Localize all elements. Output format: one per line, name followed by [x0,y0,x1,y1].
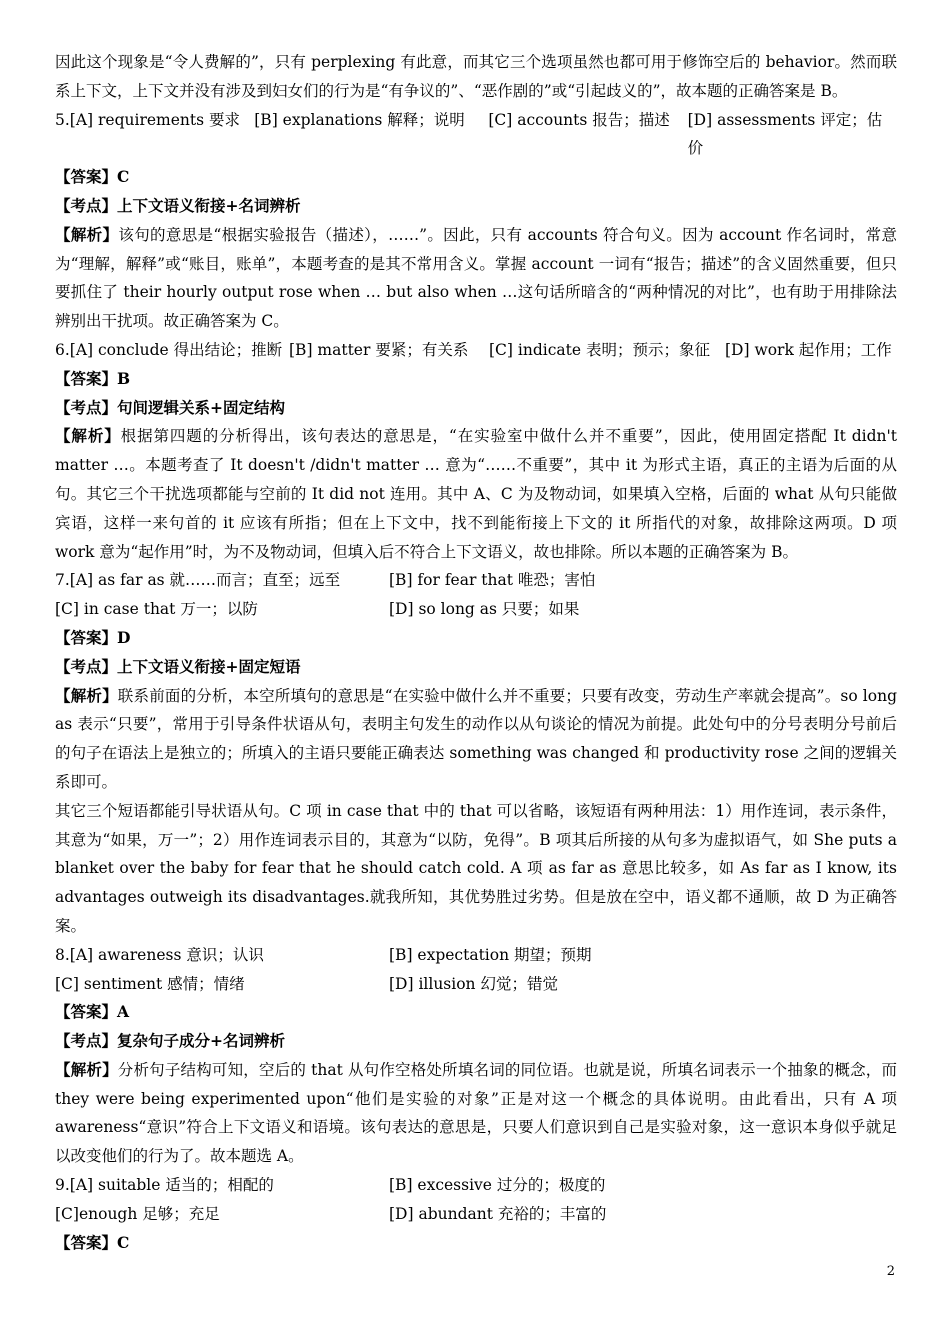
q7-option-b: [B] for fear that 唯恐；害怕 [389,571,596,590]
q9-options-row-2 [55,1200,897,1229]
q5-key-point: 【考点】上下文语义衔接+名词辨析 [55,195,301,215]
q8-option-c: [C] sentiment 感情；情绪 [55,974,245,993]
q6-option-b: [B] matter 要紧；有关系 [289,340,469,359]
q9-option-b: [B] excessive 过分的；极度的 [389,1176,606,1195]
q9-answer: 【答案】C [55,1232,130,1252]
q7-key-point: 【考点】上下文语义衔接+固定短语 [55,656,301,676]
q9-option-d: [D] abundant 充裕的；丰富的 [389,1204,607,1223]
q7-options-row-1 [55,566,897,595]
q9-options-row-1 [55,1171,897,1200]
q6-key-point: 【考点】句间逻辑关系+固定结构 [55,397,286,417]
q6-option-c: [C] indicate 表明；预示；象征 [489,340,710,359]
q8-analysis: 【解析】分析句子结构可知，空后的 that 从句作空格处所填名词的同位语。也就是说，所填名词表示一个抽象的概念，而 they were being experimented upon“他们是实验的对象”正是对这一个概念的具体说明。由此看出，只有 A 项 awareness“意识”符合上下文语义和语境。该句表达的意思是，只要人们意识到自己是实验对象，这一意识本身似乎就足以改变他们的行为了。故本题选 A。 [55,1059,897,1166]
q6-option-a: 6.[A] conclude 得出结论；推断 [55,340,283,359]
q8-options-row-1 [55,941,897,970]
q9-option-a: 9.[A] suitable 适当的；相配的 [55,1176,274,1195]
q5-option-c: [C] accounts 报告；描述 [488,110,670,129]
q7-options-row-2 [55,595,897,624]
q6-answer: 【答案】B [55,368,131,388]
q8-option-b: [B] expectation 期望；预期 [389,945,592,964]
q5-option-a: 5.[A] requirements 要求 [55,110,240,129]
q6-analysis: 【解析】根据第四题的分析得出，该句表达的意思是，“在实验室中做什么并不重要”，因此，使用固定搭配 It didn't matter …。本题考查了 It doesn't /didn't matter … 意为“……不重要”，其中 it 为形式主语，真正的主语为后面的从句。其它三个干扰选项都能与空前的 It did not 连用。其中 A、C 为及物动词，如果填入空格，后面的 what 从句只能做宾语，这样一来句首的 it 应该有所指；但在上下文中，找不到能衔接上下文的 it 所指代的对象，故排除这两项。D 项 work 意为“起作用”时，为不及物动词，但填入后不符合上下文语义，故也排除。所以本题的正确答案为 B。 [55,426,897,561]
q5-answer: 【答案】C [55,167,130,187]
q5-options [55,106,897,164]
document-page [55,48,897,1257]
q7-option-a: 7.[A] as far as 就……而言；直至；远至 [55,571,341,590]
q5-analysis: 【解析】该句的意思是“根据实验报告（描述），……”。因此，只有 accounts 符合句义。因为 account 作名词时，常意为“理解，解释”或“账目，账单”，本题考查的是其不常用含义。掌握 account 一词有“报告；描述”的含义固然重要，但只要抓住了 their hourly output rose when … but also when …这句话所暗含的“两种情况的对比”，也有助于用排除法辨别出干扰项。故正确答案为 C。 [55,224,897,331]
q8-option-d: [D] illusion 幻觉；错觉 [389,974,558,993]
q6-options [55,336,897,365]
q7-answer: 【答案】D [55,627,131,647]
page-number: 2 [886,1264,895,1279]
q8-options-row-2 [55,970,897,999]
q9-option-c: [C]enough 足够；充足 [55,1204,220,1223]
q8-answer: 【答案】A [55,1002,130,1022]
q7-analysis-continued: 其它三个短语都能引导状语从句。C 项 in case that 中的 that 可以省略，该短语有两种用法：1）用作连词，表示条件，其意为“如果，万一”；2）用作连词表示目的，其意为“以防，免得”。B 项其后所接的从句多为虚拟语气，如 She puts a blanket over the baby for fear that he should catch cold. A 项 as far as 意思比较多，如 As far as I know, its advantages outweigh its disadvantages.就我所知，其优势胜过劣势。但是放在空中，语义都不通顺，故 D 为正确答案。 [55,801,897,935]
q7-option-c: [C] in case that 万一；以防 [55,600,258,619]
q5-option-d: [D] assessments 评定；估价 [687,110,883,158]
q5-option-b: [B] explanations 解释；说明 [254,110,465,129]
q7-option-d: [D] so long as 只要；如果 [389,600,580,619]
q8-option-a: 8.[A] awareness 意识；认识 [55,945,264,964]
q6-option-d: [D] work 起作用；工作 [725,340,892,359]
intro-paragraph: 因此这个现象是“令人费解的”，只有 perplexing 有此意，而其它三个选项虽然也都可用于修饰空后的 behavior。然而联系上下文，上下文并没有涉及到妇女们的行为是“有争议的”、“恶作剧的”或“引起歧义的”，故本题的正确答案是 B。 [55,53,897,100]
q7-analysis: 【解析】联系前面的分析，本空所填句的意思是“在实验中做什么并不重要；只要有改变，劳动生产率就会提高”。so long as 表示“只要”，常用于引导条件状语从句，表明主句发生的动作以从句谈论的情况为前提。此处句中的分号表明分号前后的句子在语法上是独立的；所填入的主语只要能正确表达 something was changed 和 productivity rose 之间的逻辑关系即可。 [55,685,897,791]
q8-key-point: 【考点】复杂句子成分+名词辨析 [55,1031,286,1051]
